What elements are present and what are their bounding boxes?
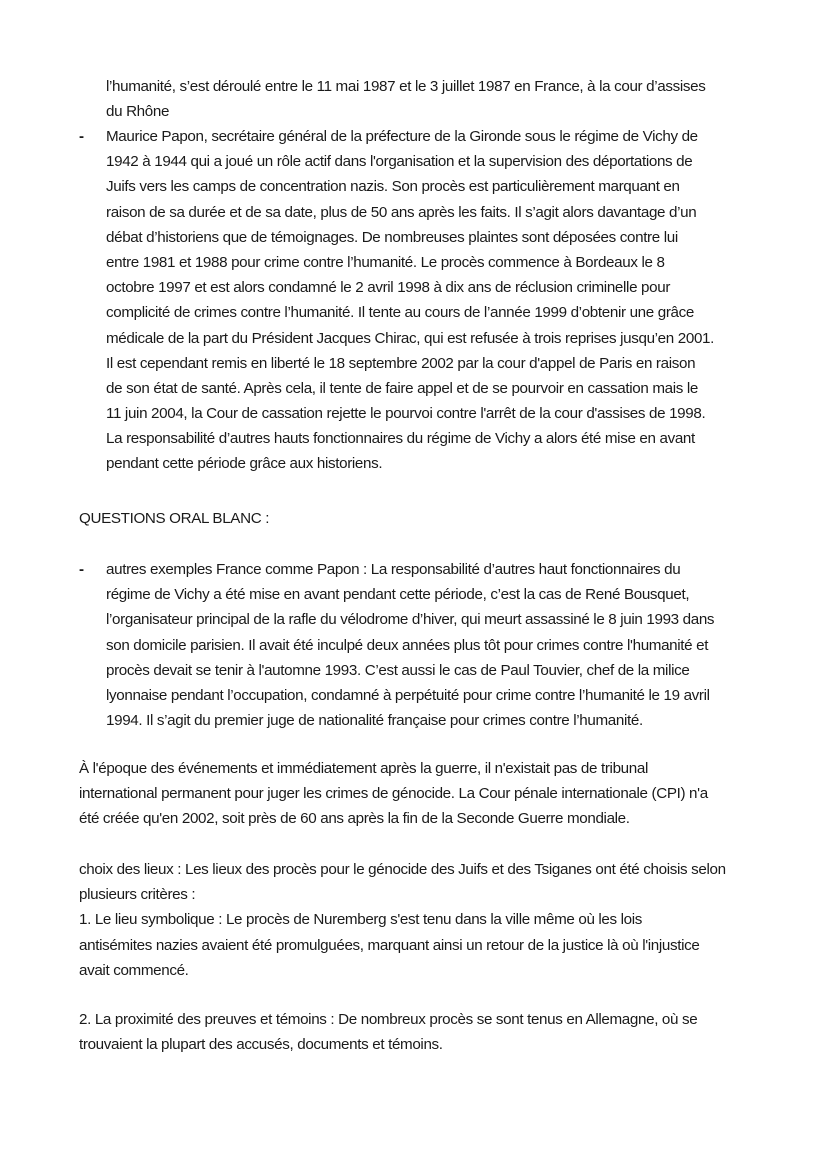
text-line: octobre 1997 et est alors condamné le 2 avril 1998 à dix ans de réclusion criminelle pour: [106, 279, 671, 297]
text-line: antisémites nazies avaient été promulguées, marquant ainsi un retour de la justice là où l'injustice: [79, 936, 700, 954]
text-line: complicité de crimes contre l’humanité. Il tente au cours de l’année 1999 d’obtenir une grâce: [106, 304, 694, 322]
text-line: À l'époque des événements et immédiatement après la guerre, il n'existait pas de tribunal: [79, 760, 648, 777]
text-line: été créée qu'en 2002, soit près de 60 ans après la fin de la Seconde Guerre mondiale.: [79, 810, 630, 828]
bullet-dash: -: [79, 561, 84, 578]
list-item-text: [106, 557, 759, 733]
paragraph-proximity: [79, 1007, 759, 1057]
text-line: international permanent pour juger les crimes de génocide. La Cour pénale internationale (CPI) n'a: [79, 785, 708, 803]
text-line: avait commencé.: [79, 961, 189, 979]
list-item-papon: [79, 124, 759, 477]
text-line: 2. La proximité des preuves et témoins : De nombreux procès se sont tenus en Allemagne, où se: [79, 1011, 698, 1028]
paragraph-tribunal: [79, 756, 759, 832]
text-line: médicale de la part du Président Jacques Chirac, qui est refusée à trois reprises jusqu’en 2001.: [106, 329, 715, 347]
text-line: trouvaient la plupart des accusés, documents et témoins.: [79, 1036, 443, 1054]
text-line: débat d’historiens que de témoignages. De nombreuses plaintes sont déposées contre lui: [106, 228, 678, 246]
paragraph-places: [79, 857, 759, 983]
text-line: 1942 à 1944 qui a joué un rôle actif dans l'organisation et la supervision des déportations de: [106, 153, 693, 171]
text-line: procès devait se tenir à l'automne 1993. C’est aussi le cas de Paul Touvier, chef de la milice: [106, 661, 690, 679]
text-line: l’organisateur principal de la rafle du vélodrome d’hiver, qui meurt assassiné le 8 juin 1993 dans: [106, 611, 715, 629]
list-item-other-examples: [79, 557, 759, 733]
continued-list-item: [106, 74, 786, 124]
text-line: 1994. Il s’agit du premier juge de nationalité française pour crimes contre l’humanité.: [106, 712, 643, 730]
text-line: du Rhône: [106, 103, 170, 121]
text-line: plusieurs critères :: [79, 886, 196, 904]
text-line: 1. Le lieu symbolique : Le procès de Nuremberg s'est tenu dans la ville même où les lois: [79, 911, 643, 929]
list-item-text: [106, 124, 759, 477]
text-line: régime de Vichy a été mise en avant pendant cette période, c’est la cas de René Bousquet,: [106, 586, 690, 604]
text-line: Maurice Papon, secrétaire général de la préfecture de la Gironde sous le régime de Vichy de: [106, 128, 698, 145]
text-line: de son état de santé. Après cela, il tente de faire appel et de se pourvoir en cassation mais le: [106, 379, 699, 397]
text-line: entre 1981 et 1988 pour crime contre l’humanité. Le procès commence à Bordeaux le 8: [106, 253, 665, 271]
text-line: lyonnaise pendant l’occupation, condamné à perpétuité pour crime contre l’humanité le 19 avril: [106, 686, 710, 704]
text-line: 11 juin 2004, la Cour de cassation rejette le pourvoi contre l'arrêt de la cour d'assises de 1998.: [106, 405, 706, 423]
text-line: choix des lieux : Les lieux des procès pour le génocide des Juifs et des Tsiganes ont été choisis selon: [79, 861, 726, 878]
text-line: son domicile parisien. Il avait été inculpé deux années plus tôt pour crimes contre l'humanité et: [106, 636, 709, 654]
text-line: pendant cette période grâce aux historiens.: [106, 455, 383, 473]
text-line: Juifs vers les camps de concentration nazis. Son procès est particulièrement marquant en: [106, 178, 680, 196]
bullet-dash: -: [79, 128, 84, 145]
text-line: La responsabilité d’autres hauts fonctionnaires du régime de Vichy a alors été mise en avant: [106, 430, 695, 448]
text-line: l’humanité, s’est déroulé entre le 11 mai 1987 et le 3 juillet 1987 en France, à la cour d’assises: [106, 78, 706, 95]
text-line: Il est cependant remis en liberté le 18 septembre 2002 par la cour d'appel de Paris en raison: [106, 354, 696, 372]
text-line: raison de sa durée et de sa date, plus de 50 ans après les faits. Il s’agit alors davantage d’un: [106, 203, 697, 221]
questions-heading: [79, 506, 759, 531]
text-line: autres exemples France comme Papon : La responsabilité d’autres haut fonctionnaires du: [106, 561, 681, 578]
heading-text: QUESTIONS ORAL BLANC :: [79, 510, 270, 527]
